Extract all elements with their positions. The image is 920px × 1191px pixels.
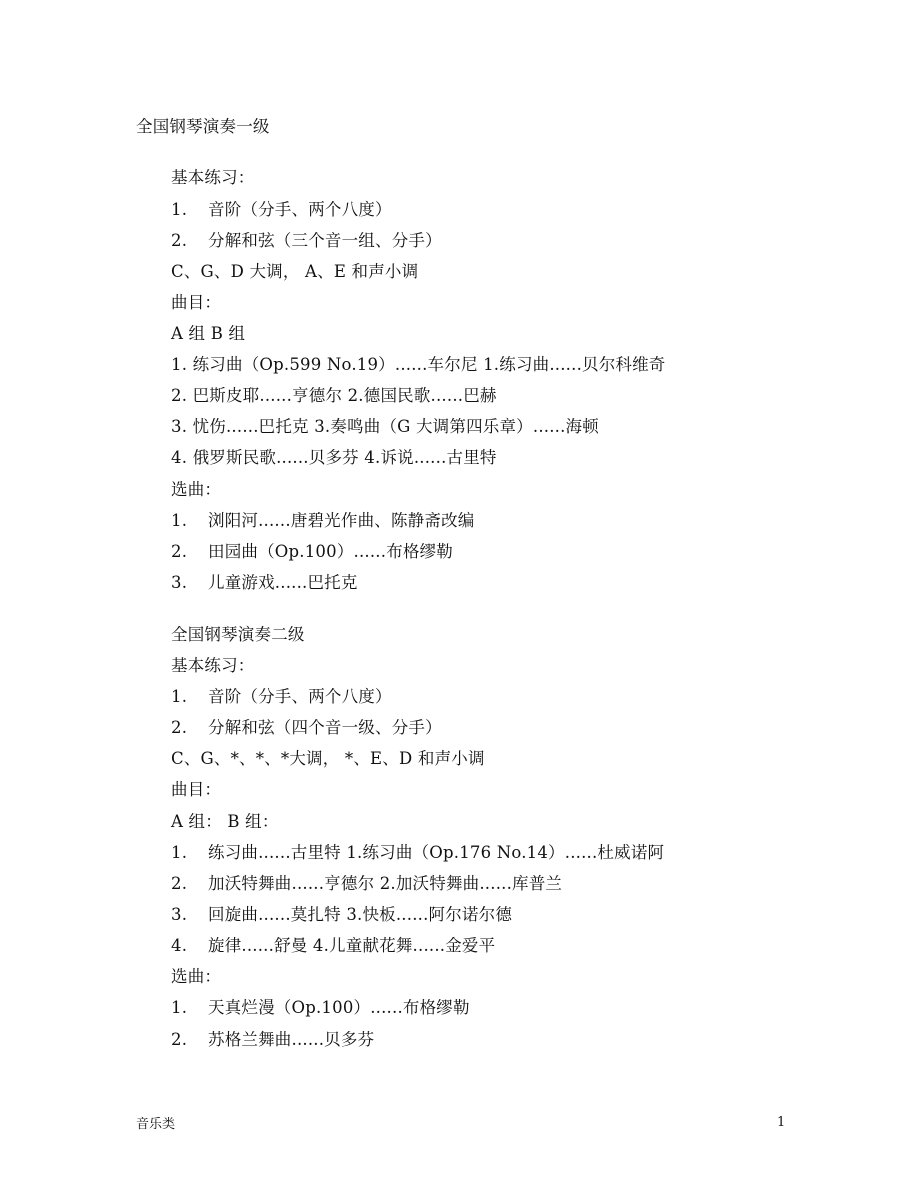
list-number: 1. bbox=[171, 687, 188, 706]
level1-title: 全国钢琴演奏一级 bbox=[136, 117, 270, 136]
level2-elective bbox=[171, 998, 470, 1018]
level1-piece: 3. 忧伤......巴托克 3.奏鸣曲（G 大调第四乐章）......海顿 bbox=[171, 417, 599, 436]
level1-piece: 4. 俄罗斯民歌......贝多芬 4.诉说......古里特 bbox=[171, 448, 497, 467]
level1-basic-item bbox=[171, 200, 392, 220]
level1-elective bbox=[171, 511, 474, 531]
list-text: 儿童游戏......巴托克 bbox=[208, 573, 358, 592]
list-number: 2. bbox=[171, 231, 188, 250]
list-text: 田园曲（Op.100）......布格缪勒 bbox=[208, 542, 453, 561]
level2-elective-heading: 选曲： bbox=[171, 967, 222, 986]
list-text: 苏格兰舞曲......贝多芬 bbox=[208, 1030, 375, 1049]
level1-piece: 1. 练习曲（Op.599 No.19）......车尔尼 1.练习曲......贝尔科维奇 bbox=[171, 355, 666, 374]
level1-piece: 2. 巴斯皮耶......亨德尔 2.德国民歌......巴赫 bbox=[171, 386, 497, 405]
list-number: 1. bbox=[171, 998, 188, 1017]
footer-category: 音乐类 bbox=[136, 1117, 176, 1132]
list-number: 3. bbox=[171, 905, 188, 924]
list-number: 2. bbox=[171, 874, 188, 893]
page-number: 1 bbox=[777, 1115, 786, 1130]
level1-elective bbox=[171, 573, 358, 593]
level2-elective bbox=[171, 1030, 374, 1050]
list-text: 回旋曲......莫扎特 3.快板......阿尔诺尔德 bbox=[208, 905, 513, 924]
list-text: 音阶（分手、两个八度） bbox=[208, 687, 392, 706]
list-text: 浏阳河......唐碧光作曲、陈静斋改编 bbox=[208, 511, 475, 530]
level1-pieces-heading: 曲目： bbox=[171, 293, 222, 312]
level1-groups: A 组 B 组 bbox=[171, 324, 246, 343]
level2-pieces-heading: 曲目： bbox=[171, 780, 222, 799]
list-number: 2. bbox=[171, 542, 188, 561]
list-number: 1. bbox=[171, 200, 188, 219]
level1-basic-item bbox=[171, 231, 442, 251]
list-text: 分解和弦（三个音一组、分手） bbox=[208, 231, 442, 250]
level1-keys: C、G、D 大调， A、E 和声小调 bbox=[171, 262, 419, 281]
list-number: 1. bbox=[171, 843, 188, 862]
list-number: 4. bbox=[171, 936, 188, 955]
level2-piece bbox=[171, 843, 664, 863]
list-number: 2. bbox=[171, 718, 188, 737]
level2-basic-heading: 基本练习： bbox=[171, 656, 255, 675]
list-text: 音阶（分手、两个八度） bbox=[208, 200, 392, 219]
list-text: 旋律......舒曼 4.儿童献花舞......金爱平 bbox=[208, 936, 496, 955]
level2-piece bbox=[171, 905, 512, 925]
level2-keys: C、G、*、*、*大调， *、E、D 和声小调 bbox=[171, 749, 485, 768]
level1-elective bbox=[171, 542, 453, 562]
list-text: 练习曲......古里特 1.练习曲（Op.176 No.14）......杜威诺阿 bbox=[208, 843, 665, 862]
level2-groups: A 组： B 组： bbox=[171, 812, 279, 831]
level1-basic-heading: 基本练习： bbox=[171, 168, 255, 187]
list-text: 分解和弦（四个音一级、分手） bbox=[208, 718, 442, 737]
list-number: 2. bbox=[171, 1030, 188, 1049]
level2-title: 全国钢琴演奏二级 bbox=[171, 625, 305, 644]
level2-basic-item bbox=[171, 687, 392, 707]
list-text: 天真烂漫（Op.100）......布格缪勒 bbox=[208, 998, 470, 1017]
level2-basic-item bbox=[171, 718, 442, 738]
level1-elective-heading: 选曲： bbox=[171, 480, 222, 499]
list-text: 加沃特舞曲......亨德尔 2.加沃特舞曲......库普兰 bbox=[208, 874, 563, 893]
level2-piece bbox=[171, 874, 562, 894]
level2-piece bbox=[171, 936, 495, 956]
list-number: 1. bbox=[171, 511, 188, 530]
list-number: 3. bbox=[171, 573, 188, 592]
